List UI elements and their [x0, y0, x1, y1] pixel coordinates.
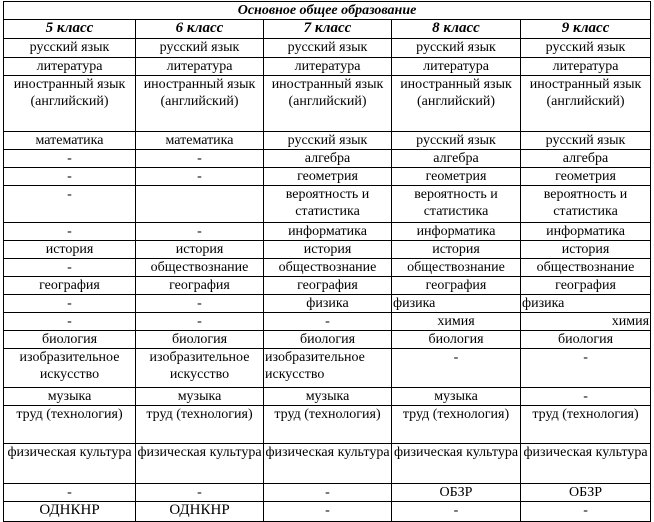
grade-header: 9 класс — [521, 20, 651, 39]
subject-cell: русский язык — [521, 132, 651, 150]
subject-cell: химия — [521, 313, 651, 331]
subject-cell: алгебра — [264, 150, 392, 168]
table-row — [4, 444, 651, 484]
subject-cell: музыка — [4, 388, 136, 406]
subject-cell: - — [136, 484, 264, 502]
subject-cell: история — [264, 241, 392, 259]
subject-cell: русский язык — [521, 39, 651, 58]
subject-cell: история — [521, 241, 651, 259]
table-row — [4, 349, 651, 388]
subject-cell: иностранный язык (английский) — [521, 76, 651, 132]
subject-cell: физическая культура — [4, 444, 136, 484]
subject-cell: химия — [392, 313, 521, 331]
table-row — [4, 313, 651, 331]
subject-cell: обществознание — [136, 259, 264, 277]
subject-cell: физика — [264, 295, 392, 313]
subject-cell: физическая культура — [264, 444, 392, 484]
subject-cell: - — [136, 168, 264, 186]
subject-cell: изобразительное искусство — [264, 349, 392, 388]
subject-cell: биология — [521, 331, 651, 349]
grade-header-row — [4, 20, 651, 39]
subject-cell: - — [4, 295, 136, 313]
subject-cell: труд (технология) — [521, 406, 651, 444]
subject-cell: геометрия — [521, 168, 651, 186]
subject-cell: обществознание — [521, 259, 651, 277]
subject-cell: литература — [521, 58, 651, 76]
subject-cell: русский язык — [392, 132, 521, 150]
subject-cell: - — [264, 313, 392, 331]
subject-cell: - — [521, 349, 651, 388]
subject-cell: иностранный язык (английский) — [136, 76, 264, 132]
subject-cell: русский язык — [264, 39, 392, 58]
subject-cell: музыка — [136, 388, 264, 406]
subject-cell: - — [4, 259, 136, 277]
subject-cell: история — [392, 241, 521, 259]
subject-cell: труд (технология) — [136, 406, 264, 444]
subject-cell: геометрия — [392, 168, 521, 186]
subject-cell: алгебра — [521, 150, 651, 168]
subject-cell: литература — [4, 58, 136, 76]
subject-cell: география — [521, 277, 651, 295]
subject-cell: география — [392, 277, 521, 295]
subject-cell: труд (технология) — [264, 406, 392, 444]
subject-cell: вероятность и статистика — [521, 186, 651, 223]
subject-cell: география — [4, 277, 136, 295]
table-row — [4, 277, 651, 295]
table-row — [4, 502, 651, 522]
subject-cell: - — [521, 502, 651, 522]
subject-cell: физическая культура — [136, 444, 264, 484]
subject-cell: физическая культура — [521, 444, 651, 484]
subject-cell: труд (технология) — [392, 406, 521, 444]
subject-cell: география — [136, 277, 264, 295]
subject-cell: изобразительное искусство — [136, 349, 264, 388]
table-row — [4, 331, 651, 349]
grade-header: 7 класс — [264, 20, 392, 39]
curriculum-table — [3, 1, 651, 522]
table-row — [4, 406, 651, 444]
table-row — [4, 259, 651, 277]
subject-cell: - — [136, 223, 264, 241]
subject-cell: вероятность и статистика — [264, 186, 392, 223]
subject-cell — [136, 186, 264, 223]
subject-cell: - — [4, 186, 136, 223]
subject-cell: музыка — [392, 388, 521, 406]
subject-cell: геометрия — [264, 168, 392, 186]
table-row — [4, 388, 651, 406]
subject-cell: физическая культура — [392, 444, 521, 484]
subject-cell: - — [4, 484, 136, 502]
subject-cell: - — [4, 150, 136, 168]
subject-cell: ОДНКНР — [4, 502, 136, 522]
subject-cell: русский язык — [392, 39, 521, 58]
subject-cell: иностранный язык (английский) — [264, 76, 392, 132]
subject-cell: - — [4, 313, 136, 331]
subject-cell: литература — [264, 58, 392, 76]
subject-cell: вероятность и статистика — [392, 186, 521, 223]
subject-cell: иностранный язык (английский) — [4, 76, 136, 132]
subject-cell: - — [136, 313, 264, 331]
table-row — [4, 168, 651, 186]
subject-cell: литература — [392, 58, 521, 76]
table-row — [4, 58, 651, 76]
subject-cell: ОДНКНР — [136, 502, 264, 522]
subject-cell: математика — [136, 132, 264, 150]
subject-cell: алгебра — [392, 150, 521, 168]
subject-cell: русский язык — [264, 132, 392, 150]
table-title-row — [4, 2, 651, 20]
subject-cell: биология — [392, 331, 521, 349]
subject-cell: информатика — [264, 223, 392, 241]
subject-cell: литература — [136, 58, 264, 76]
subject-cell: русский язык — [136, 39, 264, 58]
subject-cell: - — [521, 388, 651, 406]
subject-cell: биология — [136, 331, 264, 349]
subject-cell: - — [392, 349, 521, 388]
table-row — [4, 39, 651, 58]
table-row — [4, 76, 651, 132]
subject-cell: география — [264, 277, 392, 295]
subject-cell: - — [4, 168, 136, 186]
subject-cell: история — [136, 241, 264, 259]
table-row — [4, 241, 651, 259]
subject-cell: русский язык — [4, 39, 136, 58]
subject-cell: музыка — [264, 388, 392, 406]
grade-header: 8 класс — [392, 20, 521, 39]
subject-cell: ОБЗР — [521, 484, 651, 502]
table-row — [4, 150, 651, 168]
table-row — [4, 295, 651, 313]
subject-cell: - — [392, 502, 521, 522]
subject-cell: информатика — [521, 223, 651, 241]
table-row — [4, 186, 651, 223]
table-row — [4, 132, 651, 150]
subject-cell: - — [136, 150, 264, 168]
subject-cell: физика — [521, 295, 651, 313]
subject-cell: ОБЗР — [392, 484, 521, 502]
subject-cell: изобразительное искусство — [4, 349, 136, 388]
subject-cell: иностранный язык (английский) — [392, 76, 521, 132]
subject-cell: математика — [4, 132, 136, 150]
grade-header: 5 класс — [4, 20, 136, 39]
subject-cell: - — [136, 295, 264, 313]
subject-cell: обществознание — [264, 259, 392, 277]
subject-cell: - — [4, 223, 136, 241]
subject-cell: биология — [264, 331, 392, 349]
table-title: Основное общее образование — [4, 2, 651, 20]
subject-cell: труд (технология) — [4, 406, 136, 444]
grade-header: 6 класс — [136, 20, 264, 39]
subject-cell: - — [264, 502, 392, 522]
subject-cell: биология — [4, 331, 136, 349]
subject-cell: - — [264, 484, 392, 502]
table-row — [4, 223, 651, 241]
table-row — [4, 484, 651, 502]
subject-cell: информатика — [392, 223, 521, 241]
subject-cell: физика — [392, 295, 521, 313]
subject-cell: история — [4, 241, 136, 259]
subject-cell: обществознание — [392, 259, 521, 277]
